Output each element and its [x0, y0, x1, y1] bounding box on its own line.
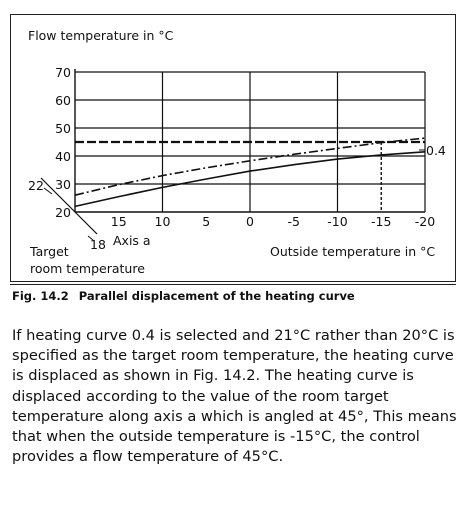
x-axis-label: Outside temperature in °C [270, 244, 436, 259]
axis-a-value-22-leader [44, 188, 52, 194]
figure-number: Fig. 14.2 [12, 289, 69, 303]
x-tick-label: 10 [154, 214, 171, 229]
x-tick-label: -10 [327, 214, 348, 229]
x-tick-label: 0 [246, 214, 254, 229]
y-tick-label: 70 [55, 65, 71, 80]
y-tick-label: 30 [55, 177, 71, 192]
y-axis-label: Flow temperature in °C [28, 28, 174, 43]
series-label-0-4: 0.4 [426, 143, 446, 158]
x-tick-label: 15 [110, 214, 127, 229]
axes [41, 69, 425, 240]
figure-caption [12, 289, 355, 303]
body-paragraph: If heating curve 0.4 is selected and 21°C rather than 20°C is specified as the target room temperature, the heating curve is displaced as shown in Fig. 14.2. The heating curve is displaced according to the value of the room target temperature along axis a which is angled at 45°, This means that when the outside temperature is -15°C, the control provides a flow temperature of 45°C. [12, 327, 457, 466]
axis-a-value-18: 18 [90, 237, 106, 252]
caption-rule [10, 284, 456, 285]
y-tick-label: 60 [55, 93, 71, 108]
tick-labels [55, 65, 435, 229]
x-tick-label: -15 [371, 214, 392, 229]
axis-a-value-22: 22 [28, 178, 44, 193]
figure-title: Parallel displacement of the heating curve [78, 289, 355, 303]
y-tick-label: 50 [55, 121, 71, 136]
y-tick-label: 20 [55, 205, 71, 220]
x-tick-label: -5 [287, 214, 300, 229]
target-room-label: Target room temperature [30, 244, 145, 276]
axis-a-label: Axis a [113, 233, 151, 248]
x-tick-label: 5 [202, 214, 211, 229]
x-tick-label: -20 [414, 214, 436, 229]
y-tick-label: 40 [55, 149, 71, 164]
